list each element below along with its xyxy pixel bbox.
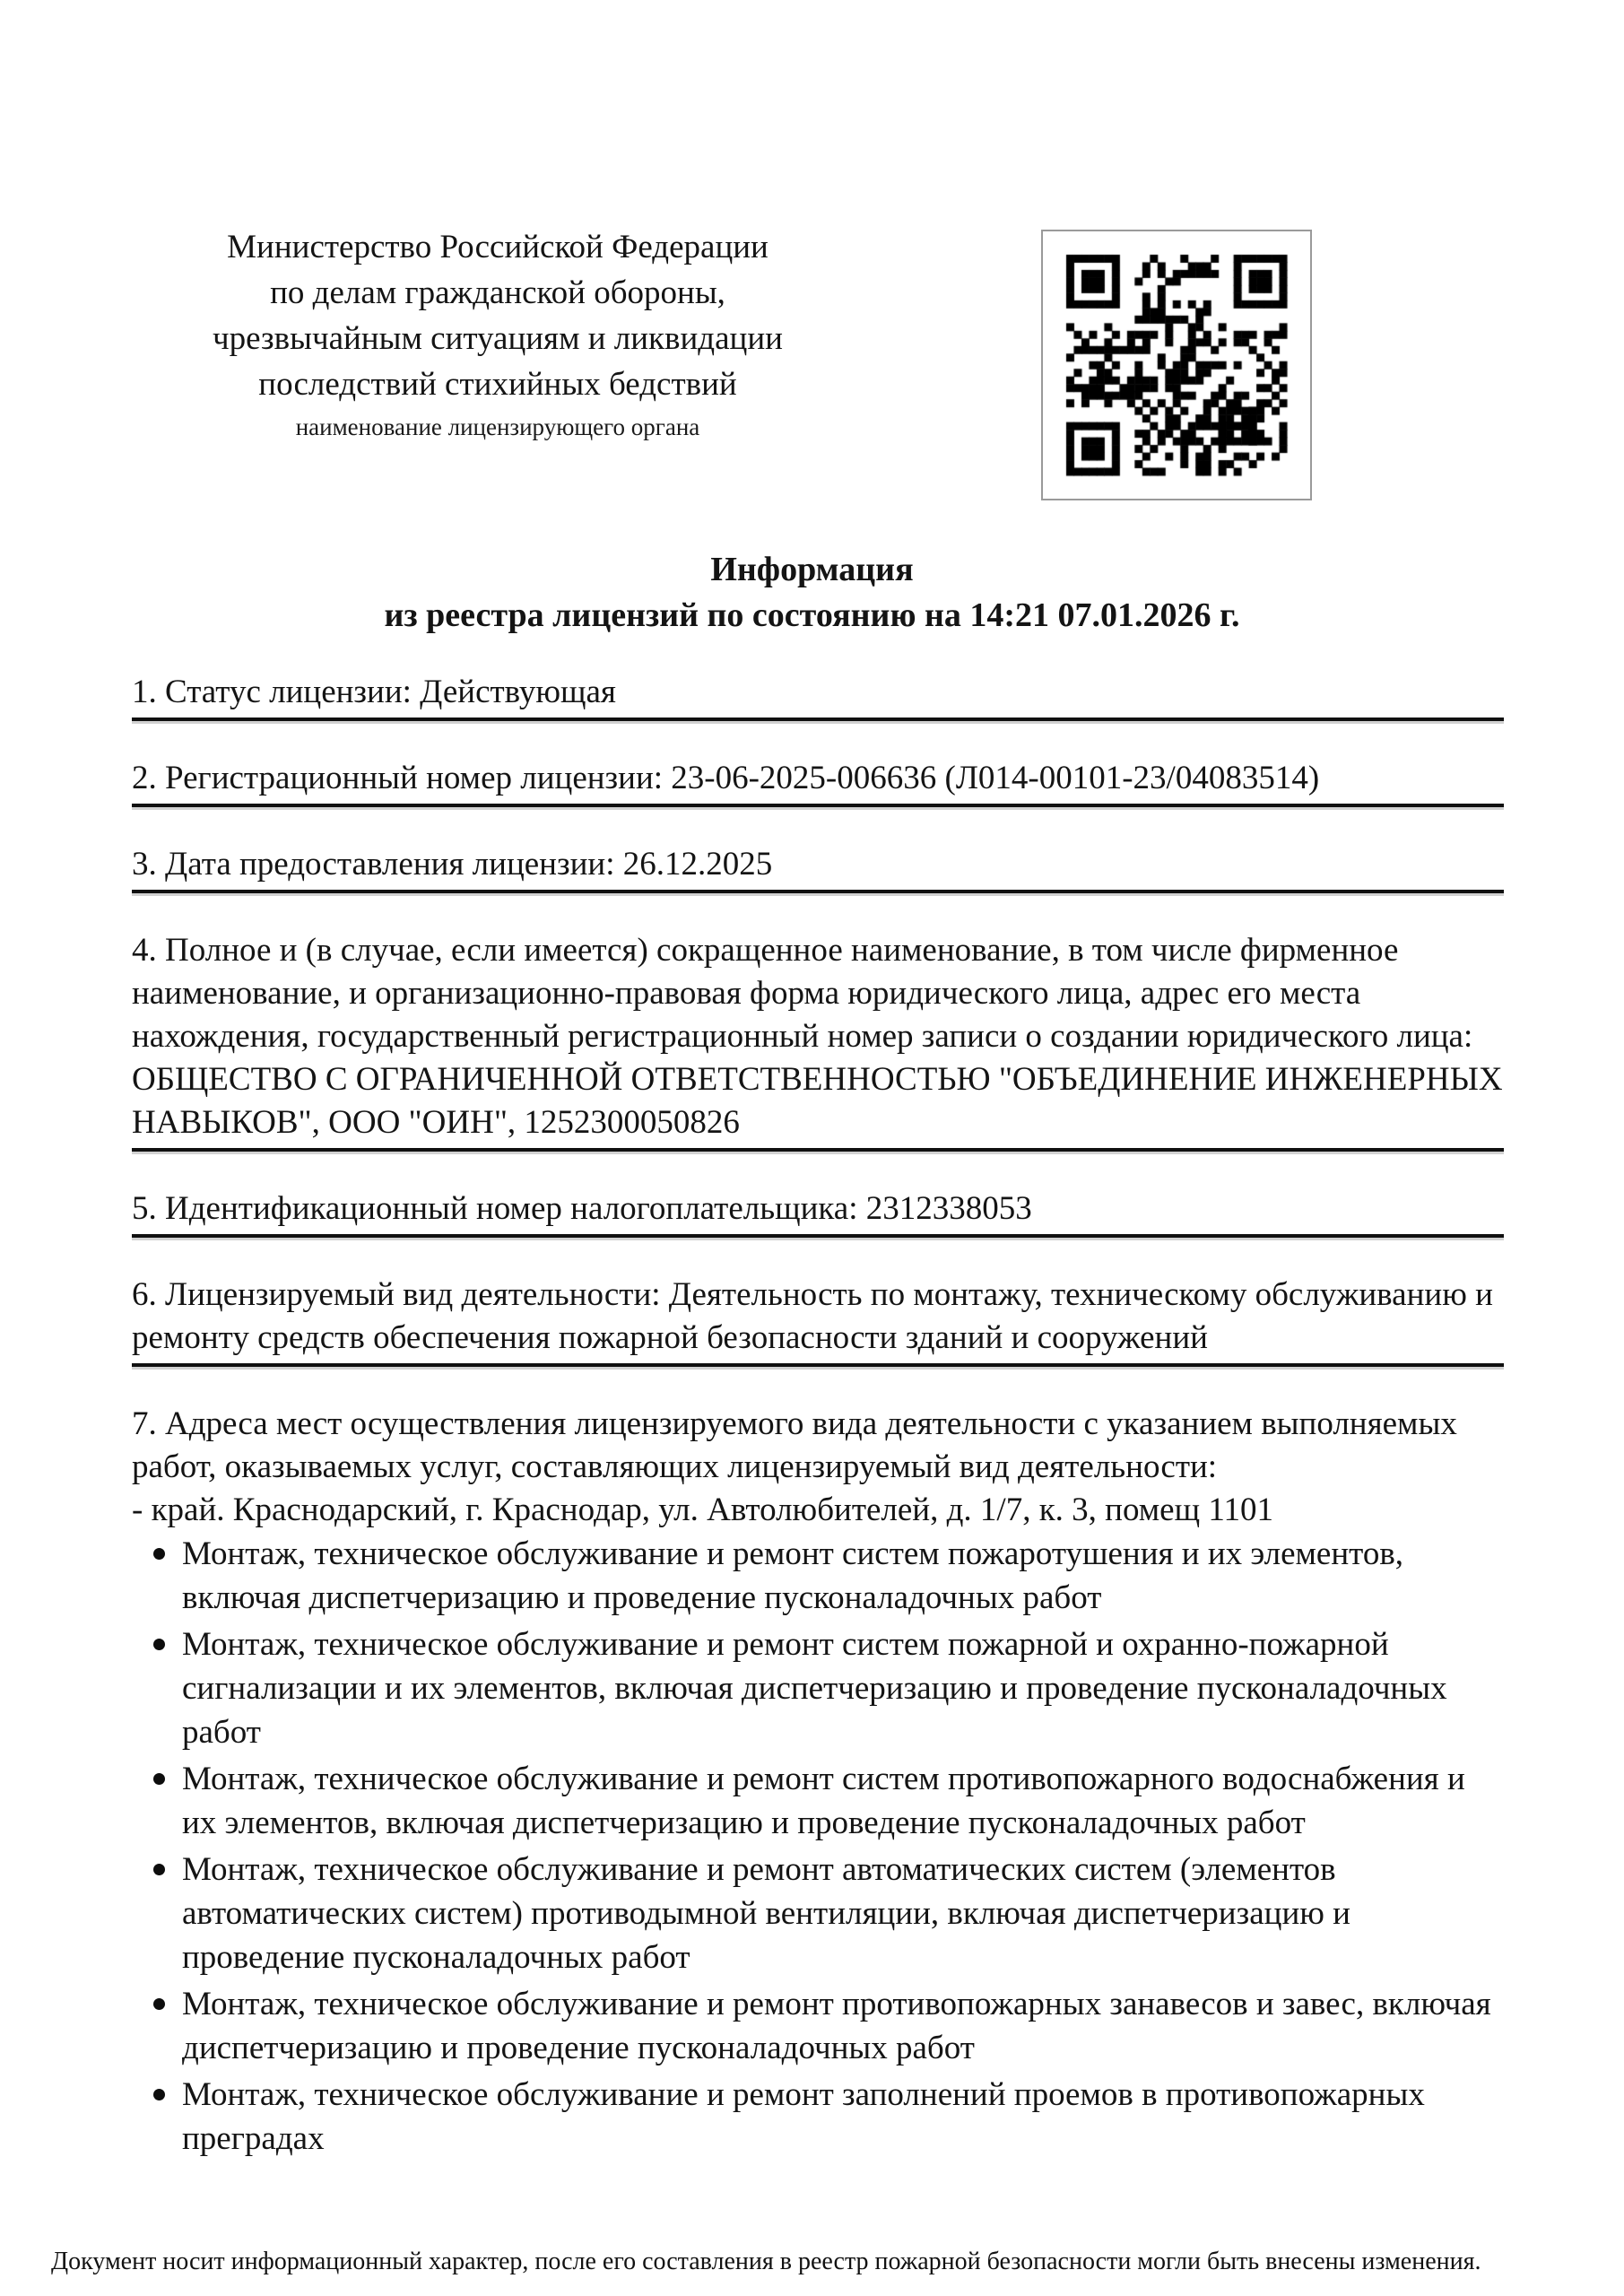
address-line: - край. Краснодарский, г. Краснодар, ул. Автолюбителей, д. 1/7, к. 3, помещ 1101 [132,1492,1273,1528]
licensing-authority-caption: наименование лицензирующего органа [295,413,700,440]
field-activity-addresses [132,1403,1504,2161]
field-registration-number: 2. Регистрационный номер лицензии: 23-06-2025-006636 (Л014-00101-23/04083514) [132,757,1504,807]
licensing-authority-block [126,224,870,443]
field-grant-date: 3. Дата предоставления лицензии: 26.12.2025 [132,843,1504,893]
work-item: Монтаж, техническое обслуживание и ремонт автоматических систем (элементов автоматических систем) противодымной вентиляции, включая диспетчеризацию и проведение пусконаладочных работ [132,1848,1504,1979]
document-title-line-2: из реестра лицензий по состоянию на 14:21 07.01.2026 г. [384,596,1240,634]
field-taxpayer-id: 5. Идентификационный номер налогоплательщика: 2312338053 [132,1187,1504,1238]
ministry-name-line-2: по делам гражданской обороны, [270,274,725,311]
field-legal-entity-name: 4. Полное и (в случае, если имеется) сокращенное наименование, в том числе фирменное наименование, и организационно-правовая форма юридического лица, адрес его места нахождения, государственный регистрационный номер записи о создании юридического лица: ОБЩЕСТВО С ОГРАНИЧЕННОЙ ОТВЕТСТВЕННОСТЬЮ "ОБЪЕДИНЕНИЕ ИНЖЕНЕРНЫХ НАВЫКОВ", ООО "ОИН", 1252300050826 [132,929,1504,1152]
footer-disclaimer: Документ носит информационный характер, после его составления в реестр пожарной безопасности могли быть внесены изменения. [51,2248,1481,2275]
work-items-list [132,1532,1504,2161]
ministry-name-line-3: чрезвычайным ситуациям и ликвидации [213,320,783,357]
work-item: Монтаж, техническое обслуживание и ремонт систем противопожарного водоснабжения и их элементов, включая диспетчеризацию и проведение пусконаладочных работ [132,1757,1504,1845]
qr-code-image [1051,239,1302,491]
document-body [132,671,1504,2163]
ministry-name-line-4: последствий стихийных бедствий [258,366,737,403]
work-item: Монтаж, техническое обслуживание и ремонт противопожарных занавесов и завес, включая диспетчеризацию и проведение пусконаладочных работ [132,1982,1504,2070]
document-title-line-1: Информация [710,551,914,588]
work-item: Монтаж, техническое обслуживание и ремонт заполнений проемов в противопожарных преградах [132,2073,1504,2161]
field-license-status: 1. Статус лицензии: Действующая [132,671,1504,721]
work-item: Монтаж, техническое обслуживание и ремонт систем пожаротушения и их элементов, включая диспетчеризацию и проведение пусконаладочных работ [132,1532,1504,1620]
field-licensed-activity: 6. Лицензируемый вид деятельности: Деятельность по монтажу, техническому обслуживанию и ремонту средств обеспечения пожарной безопасности зданий и сооружений [132,1274,1504,1367]
ministry-name-line-1: Министерство Российской Федерации [227,229,769,265]
activity-addresses-paragraph: 7. Адреса мест осуществления лицензируемого вида деятельности с указанием выполняемых работ, оказываемых услуг, составляющих лицензируемый вид деятельности: [132,1405,1457,1485]
work-item: Монтаж, техническое обслуживание и ремонт систем пожарной и охранно-пожарной сигнализации и их элементов, включая диспетчеризацию и проведение пусконаладочных работ [132,1622,1504,1754]
qr-code [1041,230,1312,500]
document-title [0,547,1624,639]
